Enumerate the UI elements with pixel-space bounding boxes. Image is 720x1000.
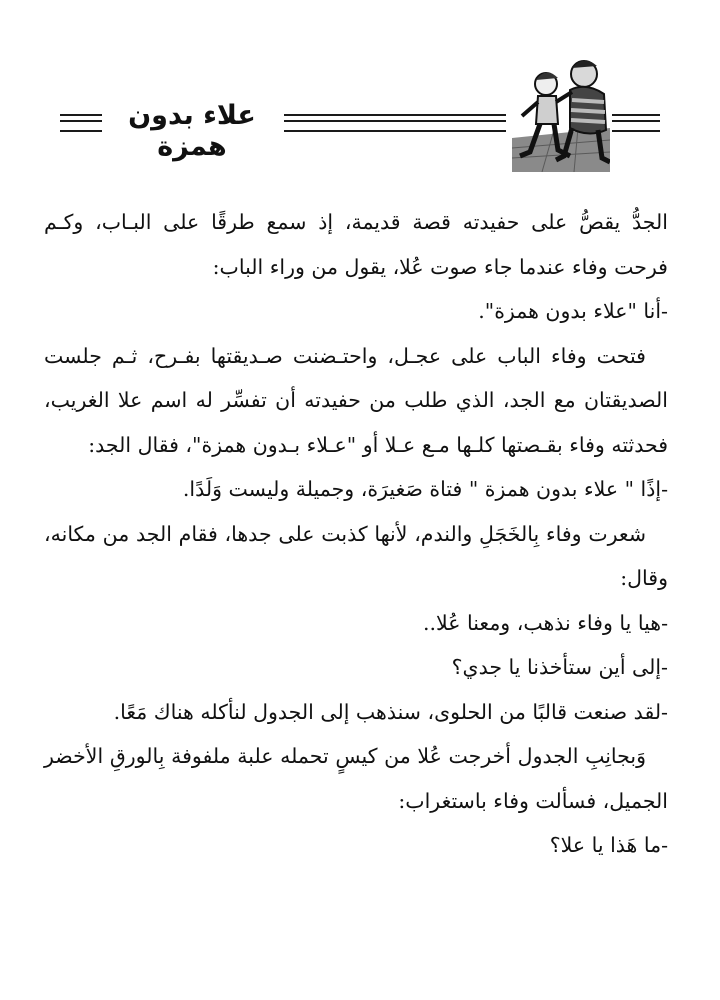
paragraph: شعرت وفاء بِالخَجَلِ والندم، لأنها كذبت على جدها، فقام الجد من مكانه، وقال: <box>44 521 668 590</box>
dialogue-line: -إذًا " علاء بدون همزة " فتاة صَغيرَة، وجميلة وليست وَلَدًا. <box>182 477 668 501</box>
story-body <box>44 200 668 868</box>
chapter-header <box>52 52 664 182</box>
chapter-title: علاء بدون همزة <box>128 100 256 162</box>
dialogue-line: -أنا "علاء بدون همزة". <box>478 299 668 323</box>
paragraph: الجدُّ يقصُّ على حفيدته قصة قديمة، إذ سمع طرقًا على البـاب، وكـم فرحت وفاء عندما جاء صوت عُلا، يقول من وراء الباب: <box>44 210 668 279</box>
cartoon-chase-illustration <box>512 52 610 172</box>
paragraph: فتحت وفاء الباب على عجـل، واحتـضنت صـديقتها بفـرح، ثـم جلست الصديقتان مع الجد، الذي طلب من حفيدته أن تفسِّر له اسم علا الغريب، فحدثته وفاء بقـصتها كلـها مـع عـلا أو "عـلاء بـدون همزة"، فقال الجد: <box>44 343 668 457</box>
paragraph: وَبجانِبِ الجدول أخرجت عُلا من كيسٍ تحمله علبة ملفوفة بِالورقِ الأخضر الجميل، فسألت وفاء باستغراب: <box>44 744 668 813</box>
dialogue-line: -هيا يا وفاء نذهب، ومعنا عُلا.. <box>422 610 668 635</box>
dialogue-line: -إلى أين ستأخذنا يا جدي؟ <box>451 655 668 679</box>
dialogue-line: -لقد صنعت قالبًا من الحلوى، سنذهب إلى الجدول لنأكله هناك مَعًا. <box>113 699 668 724</box>
dialogue-line: -ما هَذا يا علا؟ <box>549 833 668 857</box>
right-decorative-lines <box>612 114 660 132</box>
middle-decorative-lines <box>284 114 506 132</box>
left-decorative-lines <box>60 114 102 132</box>
